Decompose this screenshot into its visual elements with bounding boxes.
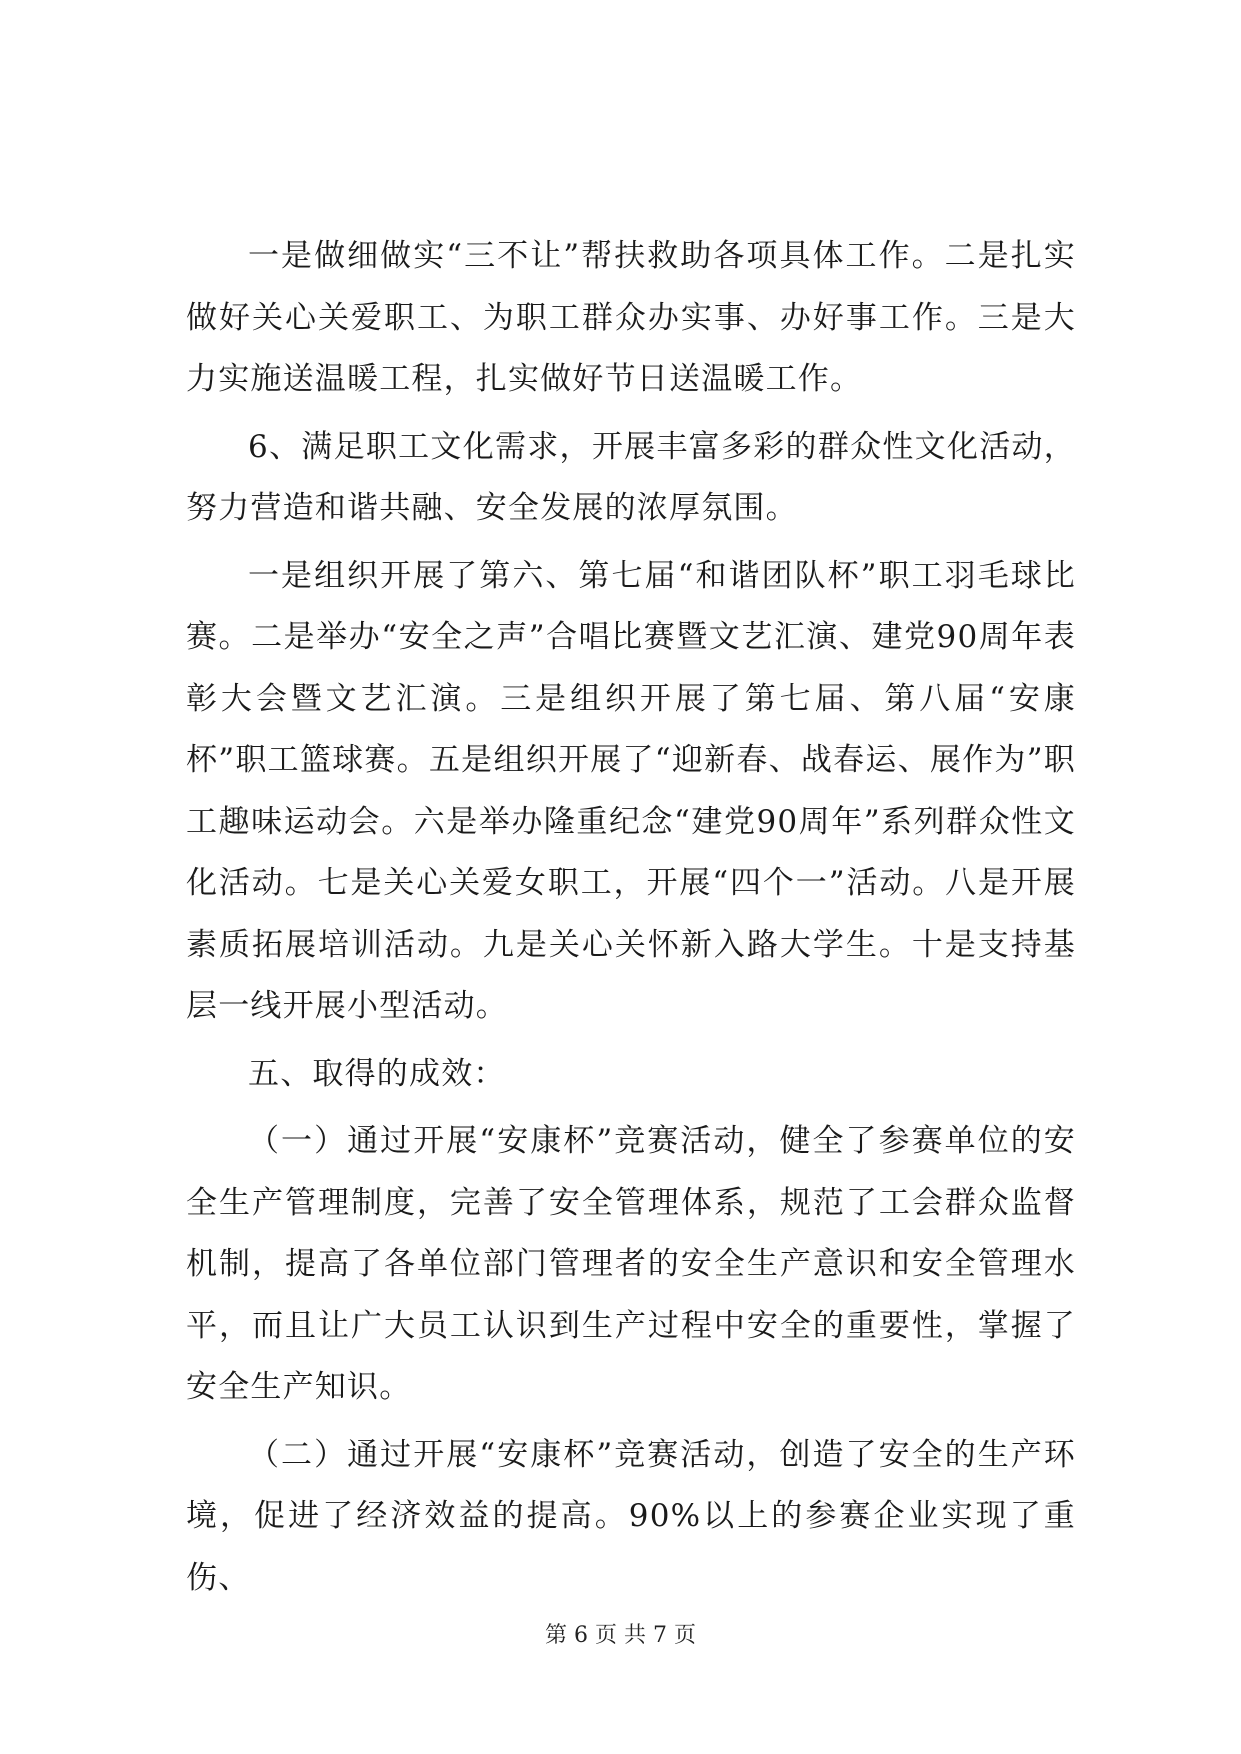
paragraph-culture-heading: 6、满足职工文化需求，开展丰富多彩的群众性文化活动，努力营造和谐共融、安全发展的浓厚氛围。: [186, 428, 1076, 526]
paragraph-assistance-work: 一是做细做实“三不让”帮扶救助各项具体工作。二是扎实做好关心关爱职工、为职工群众办实事、办好事工作。三是大力实施送温暖工程，扎实做好节日送温暖工作。: [186, 238, 1076, 397]
document-body: [186, 226, 1076, 1609]
paragraph-result-two: （二）通过开展“安康杯”竞赛活动，创造了安全的生产环境，促进了经济效益的提高。90%以上的参赛企业实现了重伤、: [186, 1436, 1076, 1596]
paragraph-result-one: （一）通过开展“安康杯”竞赛活动，健全了参赛单位的安全生产管理制度，完善了安全管理体系，规范了工会群众监督机制，提高了各单位部门管理者的安全生产意识和安全管理水平，而且让广大员工认识到生产过程中安全的重要性，掌握了安全生产知识。: [186, 1123, 1076, 1405]
paragraph-culture-activities: 一是组织开展了第六、第七届“和谐团队杯”职工羽毛球比赛。二是举办“安全之声”合唱比赛暨文艺汇演、建党90周年表彰大会暨文艺汇演。三是组织开展了第七届、第八届“安康杯”职工篮球赛。五是组织开展了“迎新春、战春运、展作为”职工趣味运动会。六是举办隆重纪念“建党90周年”系列群众性文化活动。七是关心关爱女职工，开展“四个一”活动。八是开展素质拓展培训活动。九是关心关怀新入路大学生。十是支持基层一线开展小型活动。: [186, 557, 1076, 1024]
page-footer: 第 6 页 共 7 页: [545, 1623, 696, 1648]
section-heading-results: 五、取得的成效：: [248, 1055, 506, 1092]
